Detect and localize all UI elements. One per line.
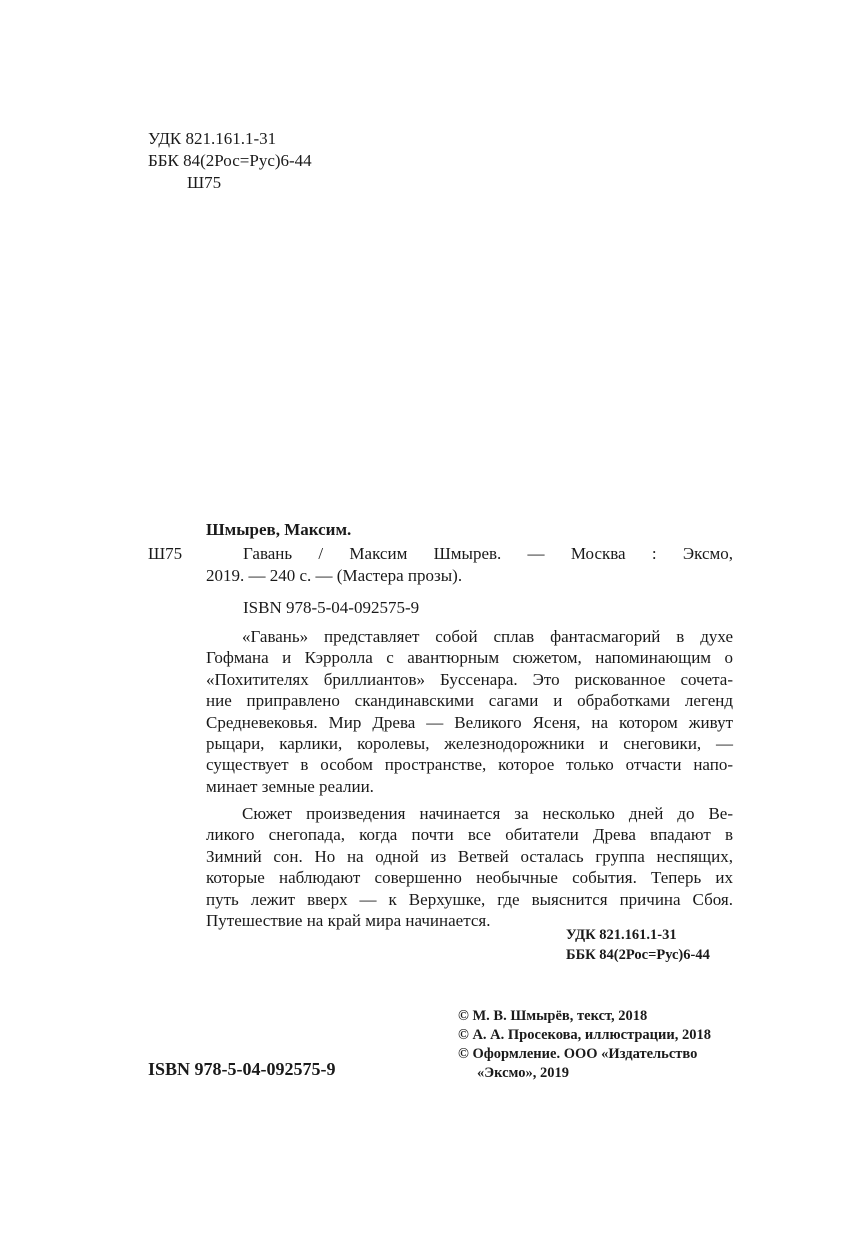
annotation-paragraph-1: [206, 626, 733, 797]
footer-isbn: ISBN 978-5-04-092575-9: [148, 1059, 336, 1079]
udk-code-bottom: УДК 821.161.1-31: [566, 927, 677, 943]
bbk-code-top: ББК 84(2Рос=Рус)6-44: [148, 151, 312, 170]
annotation-line: которые наблюдают совершенно необычные события. Теперь их: [206, 868, 733, 888]
annotation-line: Сюжет произведения начинается за несколько дней до Ве-: [242, 804, 733, 823]
annotation-line: Зимний сон. Но на одной из Ветвей осталась группа неспящих,: [206, 846, 733, 866]
annotation-line: Путешествие на край мира начинается.: [206, 911, 491, 931]
annotation-line: ние приправлено скандинавскими сагами и обработками легенд: [206, 691, 733, 711]
annotation-line: существует в особом пространстве, которое только отчасти напо-: [206, 755, 733, 775]
annotation-line: Средневековья. Мир Древа — Великого Ясеня, на котором живут: [206, 712, 733, 732]
annotation-line: минает земные реалии.: [206, 776, 374, 796]
copyright-line: © Оформление. ООО «Издательство: [458, 1046, 698, 1062]
udk-code-top: УДК 821.161.1-31: [148, 129, 277, 148]
record-title-line: Гавань / Максим Шмырев. — Москва : Эксмо,: [243, 544, 733, 563]
annotation-line: Гофмана и Кэрролла с авантюрным сюжетом, напоминающим о: [206, 648, 733, 668]
record-isbn: ISBN 978-5-04-092575-9: [243, 598, 420, 617]
annotation-line: ликого снегопада, когда почти все обитатели Древа впадают в: [206, 825, 733, 845]
copyright-line: © М. В. Шмырёв, текст, 2018: [458, 1008, 648, 1024]
annotation-line: «Похитителях бриллиантов» Буссенара. Это рискованное сочета-: [206, 669, 733, 689]
author-mark-top: Ш75: [187, 173, 222, 192]
annotation-line: «Гавань» представляет собой сплав фантасмагорий в духе: [242, 627, 733, 646]
copyright-line: «Эксмо», 2019: [477, 1065, 569, 1081]
copyright-line: © А. А. Просекова, иллюстрации, 2018: [458, 1027, 711, 1043]
annotation-line: рыцари, карлики, королевы, железнодорожники и снеговики, —: [206, 734, 733, 754]
bbk-code-bottom: ББК 84(2Рос=Рус)6-44: [566, 947, 710, 963]
record-heading: Шмырев, Максим.: [206, 520, 352, 539]
annotation-paragraph-2: [206, 803, 733, 931]
record-author-mark: Ш75: [148, 544, 183, 563]
annotation-line: путь лежит вверх — к Верхушке, где выяснится причина Сбоя.: [206, 889, 733, 909]
record-title-block: [243, 543, 733, 565]
record-title-line: 2019. — 240 с. — (Мастера прозы).: [206, 566, 463, 585]
